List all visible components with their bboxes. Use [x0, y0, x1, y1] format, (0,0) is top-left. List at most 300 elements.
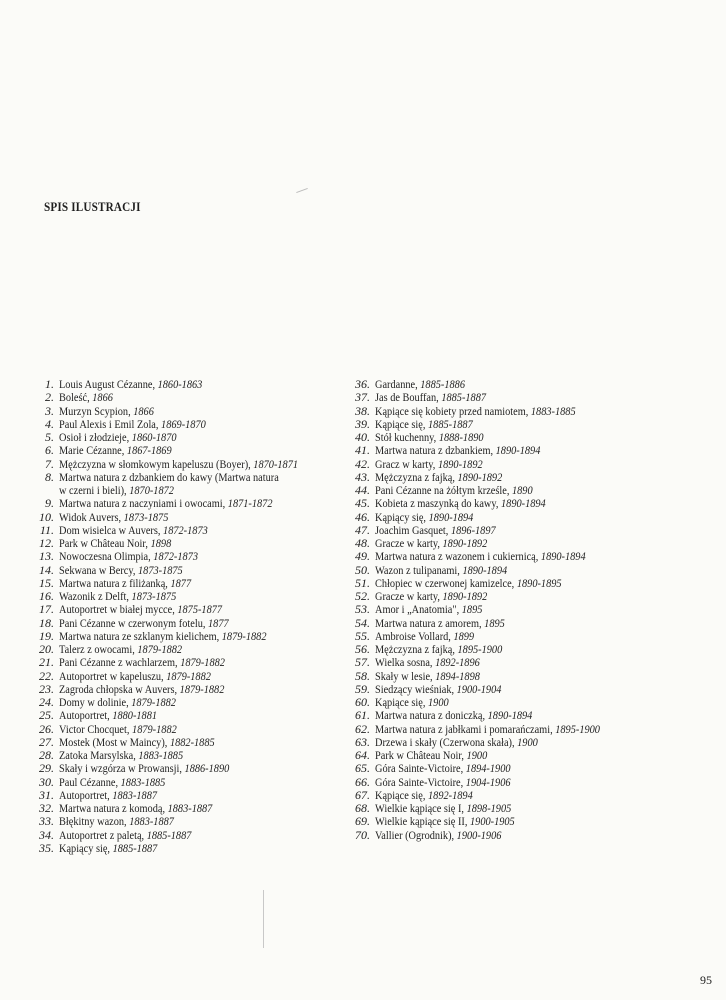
item-title: Zatoka Marsylska, [59, 748, 139, 762]
list-item [28, 524, 358, 537]
item-title: Błękitny wazon, [59, 814, 130, 829]
item-date: 1860-1870 [131, 430, 177, 444]
item-number: 24. [39, 695, 54, 709]
item-date: 1900-1905 [470, 814, 515, 829]
item-number: 40. [355, 430, 370, 444]
list-item [28, 736, 358, 749]
item-number: 56. [355, 642, 370, 656]
item-date: 1900-1906 [456, 827, 502, 842]
item-text [59, 802, 212, 815]
item-title: Martwa natura z filiżanką, [59, 575, 171, 590]
item-date: 1894-1898 [435, 668, 480, 683]
item-text [59, 458, 298, 471]
item-text [59, 789, 157, 802]
item-text [59, 670, 211, 683]
item-date: 1890-1892 [437, 456, 483, 471]
item-title: Kąpiące się, [375, 787, 429, 802]
item-date: 1867-1869 [126, 443, 172, 458]
item-number: 48. [355, 536, 370, 550]
item-number: 70. [355, 827, 370, 842]
item-text [375, 762, 511, 775]
item-text [59, 696, 176, 709]
item-date: 1875-1877 [177, 602, 223, 617]
item-title: Martwa natura z amorem, [375, 615, 485, 630]
list-item [344, 537, 694, 550]
list-item [344, 670, 694, 683]
list-item [344, 776, 694, 789]
item-number: 54. [355, 615, 370, 630]
item-date: 1888-1890 [438, 430, 484, 444]
item-text [59, 444, 172, 457]
list-item [28, 458, 358, 471]
item-title: Amor i „Anatomia", [375, 602, 462, 617]
list-item [344, 431, 694, 444]
list-item [344, 391, 694, 404]
item-title: Skały i wzgórza w Prowansji, [59, 761, 185, 776]
item-text [375, 564, 507, 577]
item-title: Sekwana w Bercy, [59, 562, 138, 577]
item-number: 57. [355, 655, 370, 670]
item-number: 50. [355, 562, 370, 577]
item-title: Paul Alexis i Emil Zola, [59, 416, 162, 431]
item-title: Gracze w karty, [375, 536, 443, 550]
item-text [59, 550, 198, 563]
list-item [28, 696, 358, 709]
item-text [375, 789, 473, 802]
list-item [28, 815, 358, 828]
item-date: 1880-1881 [112, 708, 158, 723]
list-item [344, 723, 694, 736]
item-title: Nowoczesna Olimpia, [59, 549, 154, 564]
item-title: Pani Cézanne w czerwonym fotelu, [59, 615, 209, 630]
item-title: Martwa natura z wazonem i cukiernicą, [375, 549, 541, 564]
item-date: 1870-1872 [129, 483, 174, 497]
item-date: 1879-1882 [180, 655, 225, 670]
item-text [59, 471, 279, 484]
item-number: 41. [355, 443, 370, 458]
item-date: 1879-1882 [131, 695, 176, 709]
item-text [375, 670, 480, 683]
item-title: Kąpiące się kobiety przed namiotem, [375, 403, 531, 418]
item-text [375, 471, 502, 484]
item-title: Ambroise Vollard, [375, 628, 454, 643]
item-number: 46. [355, 509, 370, 524]
item-title: Wielkie kąpiące się I, [375, 801, 467, 815]
list-item [28, 537, 358, 550]
item-text [59, 564, 183, 577]
item-title: Kąpiący się, [59, 840, 113, 855]
item-text [375, 378, 465, 391]
item-date: 1885-1887 [441, 390, 487, 405]
item-date: 1890-1894 [487, 708, 533, 723]
item-title: Mostek (Most w Maincy), [59, 734, 170, 749]
item-date: 1895 [484, 615, 505, 630]
item-text [375, 829, 501, 842]
item-date: 1885-1886 [420, 377, 465, 391]
item-date: 1890-1894 [540, 549, 586, 564]
item-text [375, 431, 484, 444]
item-number: 33. [39, 814, 54, 829]
list-item [28, 630, 358, 643]
item-title: Paul Cézanne, [59, 774, 121, 789]
item-title: Kobieta z maszynką do kawy, [375, 496, 502, 511]
list-item [28, 497, 358, 510]
item-date: 1898-1905 [466, 801, 512, 815]
item-title: Gracz w karty, [375, 456, 438, 471]
item-date: 1904-1906 [465, 774, 511, 789]
list-item [28, 471, 358, 484]
item-title: Louis August Cézanne, [59, 377, 158, 391]
item-text [375, 656, 480, 669]
item-text [59, 537, 171, 550]
item-title: Martwa natura z komodą, [59, 801, 168, 815]
list-item [344, 709, 694, 722]
item-title: Domy w dolinie, [59, 695, 132, 709]
list-item [28, 391, 358, 404]
pencil-mark [296, 188, 308, 193]
item-number: 6. [45, 443, 54, 458]
item-title: Park w Château Noir, [375, 748, 467, 762]
item-number: 58. [355, 668, 370, 683]
item-title: Wielka sosna, [375, 655, 436, 670]
item-text [375, 537, 487, 550]
item-date: 1879-1882 [166, 668, 211, 683]
item-text [59, 656, 225, 669]
list-item [344, 418, 694, 431]
item-text [59, 577, 191, 590]
item-title: Góra Sainte-Victoire, [375, 761, 466, 776]
item-date: 1870-1871 [253, 456, 299, 471]
list-item [344, 471, 694, 484]
item-title: Wazon z tulipanami, [375, 562, 463, 577]
item-date: 1879-1882 [179, 681, 225, 696]
list-item [28, 802, 358, 815]
item-text [375, 524, 496, 537]
list-item [28, 723, 358, 736]
list-item [28, 511, 358, 524]
item-title: Mężczyzna z fajką, [375, 469, 458, 484]
item-date: 1866 [133, 403, 154, 418]
item-number: 53. [355, 602, 370, 617]
item-date: 1900 [428, 695, 449, 709]
item-number: 69. [355, 814, 370, 829]
list-item [344, 577, 694, 590]
item-title: Wazonik z Delft, [59, 589, 132, 603]
list-item [28, 670, 358, 683]
item-title: Stół kuchenny, [375, 430, 439, 444]
item-date: 1883-1887 [112, 787, 158, 802]
list-item [28, 378, 358, 391]
list-item [28, 842, 358, 855]
item-title: Jas de Bouffan, [375, 390, 442, 405]
item-date: 1883-1885 [120, 774, 166, 789]
item-text [59, 484, 174, 497]
item-date: 1883-1885 [138, 748, 184, 762]
item-date: 1894-1900 [465, 761, 511, 776]
list-item [344, 749, 694, 762]
item-date: 1879-1882 [221, 628, 267, 643]
item-text [375, 484, 533, 497]
list-item [28, 762, 358, 775]
item-number: 62. [355, 721, 370, 736]
item-text [59, 617, 229, 630]
item-number: 12. [39, 536, 54, 550]
item-date: 1885-1887 [112, 840, 158, 855]
item-number: 7. [45, 456, 54, 471]
item-date: 1883-1885 [530, 403, 576, 418]
item-text [59, 723, 177, 736]
item-text [59, 405, 154, 418]
item-text [59, 590, 176, 603]
list-item [28, 709, 358, 722]
item-number: 30. [39, 774, 54, 789]
item-text [375, 723, 600, 736]
item-number: 51. [355, 575, 370, 590]
item-title: Autoportret z paletą, [59, 827, 147, 842]
item-text [375, 617, 505, 630]
item-text [375, 497, 546, 510]
list-item [344, 550, 694, 563]
item-number: 52. [355, 589, 370, 603]
list-item [344, 511, 694, 524]
item-title: w czerni i bieli), [59, 483, 130, 497]
item-title: Autoportret w białej mycce, [59, 602, 178, 617]
list-item [344, 617, 694, 630]
item-title: Park w Château Noir, [59, 536, 151, 550]
item-date: 1872-1873 [153, 549, 199, 564]
item-text [59, 749, 183, 762]
list-item [28, 789, 358, 802]
list-item [28, 405, 358, 418]
item-title: Kąpiący się, [375, 509, 429, 524]
item-number: 4. [45, 416, 54, 431]
list-item [344, 484, 694, 497]
item-date: 1890 [511, 483, 533, 497]
item-date: 1885-1887 [428, 416, 473, 431]
item-title: Martwa natura z dzbankiem, [375, 443, 496, 458]
item-text [375, 550, 586, 563]
page-number: 95 [700, 973, 712, 987]
item-text [375, 815, 515, 828]
list-item [28, 643, 358, 656]
item-number: 10. [39, 509, 54, 524]
item-number: 42. [355, 456, 370, 471]
item-title: Skały w lesie, [375, 668, 436, 683]
item-text [59, 524, 208, 537]
item-title: Pani Cézanne na żółtym krześle, [375, 483, 512, 497]
item-text [59, 603, 222, 616]
list-item [344, 564, 694, 577]
list-item [28, 590, 358, 603]
item-number: 26. [39, 721, 54, 736]
item-number: 35. [39, 840, 54, 855]
item-date: 1890-1894 [495, 443, 541, 458]
item-number: 55. [355, 628, 370, 643]
item-date: 1890-1894 [428, 509, 474, 524]
item-text [59, 378, 202, 391]
list-item [28, 550, 358, 563]
item-date: 1877 [170, 575, 192, 590]
item-number: 2. [45, 390, 54, 405]
item-number: 64. [355, 748, 370, 762]
item-title: Gracze w karty, [375, 589, 443, 603]
item-number: 13. [39, 549, 54, 564]
item-title: Siedzący wieśniak, [375, 681, 457, 696]
item-text [59, 815, 174, 828]
item-title: Autoportret, [59, 787, 113, 802]
item-number: 49. [355, 549, 370, 564]
item-title: Martwa natura ze szklanym kielichem, [59, 628, 222, 643]
item-number: 28. [39, 748, 54, 762]
item-date: 1879-1882 [132, 721, 177, 736]
item-text [375, 405, 576, 418]
item-date: 1890-1892 [457, 469, 503, 484]
item-number: 27. [39, 734, 54, 749]
item-number: 39. [355, 416, 370, 431]
item-text [375, 643, 502, 656]
item-text [375, 444, 540, 457]
item-title: Zagroda chłopska w Auvers, [59, 681, 180, 696]
item-date: 1892-1894 [428, 787, 473, 802]
list-item [28, 444, 358, 457]
item-number: 9. [45, 496, 54, 511]
item-title: Marie Cézanne, [59, 443, 127, 458]
item-number: 31. [39, 787, 54, 802]
item-text [59, 776, 165, 789]
item-number: 45. [355, 496, 370, 511]
item-text [59, 418, 206, 431]
list-item [344, 829, 694, 842]
item-number: 14. [39, 562, 54, 577]
item-date: 1869-1870 [161, 416, 206, 431]
item-text [59, 709, 157, 722]
item-number: 22. [39, 668, 54, 683]
item-title: Drzewa i skały (Czerwona skała), [375, 734, 518, 749]
item-text [375, 736, 538, 749]
list-item [344, 696, 694, 709]
list-item [344, 590, 694, 603]
item-date: 1882-1885 [169, 734, 215, 749]
item-date: 1899 [453, 628, 475, 643]
item-title: Widok Auvers, [59, 509, 124, 524]
list-item [28, 617, 358, 630]
item-number: 34. [39, 827, 54, 842]
item-text [59, 683, 224, 696]
item-number: 20. [39, 642, 54, 656]
item-text [59, 829, 191, 842]
item-date: 1895-1900 [555, 721, 600, 736]
item-text [375, 391, 486, 404]
item-title: Joachim Gasquet, [375, 522, 451, 537]
item-date: 1890-1894 [462, 562, 508, 577]
list-item [344, 405, 694, 418]
list-item [344, 378, 694, 391]
item-number: 29. [39, 761, 54, 776]
item-title: Góra Sainte-Victoire, [375, 774, 466, 789]
item-title: Autoportret, [59, 708, 113, 723]
item-date: 1871-1872 [227, 496, 273, 511]
list-item [344, 656, 694, 669]
item-text [375, 802, 511, 815]
item-text [375, 630, 474, 643]
list-item [344, 802, 694, 815]
illustration-list-right [344, 378, 694, 842]
item-date: 1885-1887 [146, 827, 192, 842]
item-date: 1895-1900 [457, 642, 503, 656]
list-item [344, 789, 694, 802]
list-item [344, 643, 694, 656]
item-title: Martwa natura z jabłkami i pomarańczami, [375, 721, 556, 736]
item-number: 47. [355, 522, 370, 537]
list-item [28, 829, 358, 842]
item-title: Gardanne, [375, 377, 421, 391]
item-date: 1896-1897 [450, 522, 496, 537]
item-number: 21. [39, 655, 54, 670]
item-text [375, 749, 487, 762]
list-item [344, 444, 694, 457]
item-number: 68. [355, 801, 370, 815]
item-title: Osioł i złodzieje, [59, 430, 132, 444]
item-text [375, 458, 483, 471]
item-number: 25. [39, 708, 54, 723]
item-text [59, 431, 177, 444]
item-text [375, 696, 449, 709]
item-number: 11. [39, 522, 54, 537]
item-date: 1860-1863 [157, 377, 203, 391]
item-text [59, 643, 182, 656]
item-date: 1879-1882 [137, 642, 183, 656]
item-text [375, 577, 562, 590]
item-date: 1883-1887 [129, 814, 174, 829]
item-date: 1892-1896 [435, 655, 480, 670]
list-item [28, 484, 358, 497]
item-number: 44. [355, 483, 370, 497]
list-item [344, 458, 694, 471]
list-item [28, 564, 358, 577]
item-text [59, 391, 113, 404]
list-item [344, 524, 694, 537]
item-number: 60. [355, 695, 370, 709]
item-number: 23. [39, 681, 54, 696]
item-number: 18. [39, 615, 54, 630]
item-number: 38. [355, 403, 370, 418]
list-item [344, 736, 694, 749]
item-date: 1866 [92, 390, 113, 405]
item-date: 1877 [208, 615, 229, 630]
list-item [28, 656, 358, 669]
item-date: 1873-1875 [131, 589, 177, 603]
item-date: 1886-1890 [184, 761, 230, 776]
item-title: Chłopiec w czerwonej kamizelce, [375, 575, 517, 590]
list-item [28, 431, 358, 444]
item-text [375, 683, 501, 696]
item-date: 1890-1892 [442, 536, 488, 550]
item-title: Boleść, [59, 390, 93, 405]
item-number: 8. [45, 469, 54, 484]
list-item [28, 749, 358, 762]
item-date: 1900-1904 [456, 681, 502, 696]
item-title: Mężczyzna w słomkowym kapeluszu (Boyer), [59, 456, 254, 471]
item-text [59, 630, 266, 643]
item-number: 37. [355, 390, 370, 405]
item-title: Vallier (Ogrodnik), [375, 827, 457, 842]
item-text [59, 497, 273, 510]
item-title: Martwa natura z naczyniami i owocami, [59, 496, 228, 511]
item-number: 1. [45, 377, 54, 391]
item-date: 1890-1892 [442, 589, 488, 603]
item-number: 67. [355, 787, 370, 802]
item-title: Autoportret w kapeluszu, [59, 668, 167, 683]
